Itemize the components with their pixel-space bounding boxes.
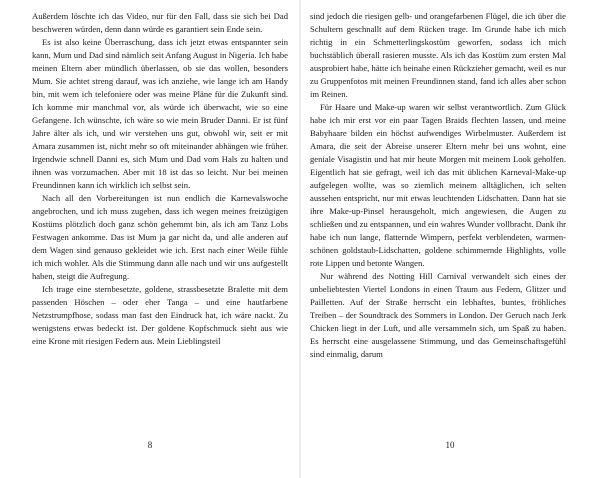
right-page: [300, 0, 600, 478]
right-paragraph-3: Nur während des Notting Hill Carnival verwandelt sich eines der unbeliebtesten Viertel Londons in einen Traum aus Federn, Glitzer und Pailletten. Auf der Straße herrscht ein lebhaftes, buntes, fröhliches Treiben – der Soundtrack des Sommers in London. Der Geruch nach Jerk Chicken liegt in der Luft, und alle versammeln sich, um Spaß zu haben. Es herrscht eine ausgelassene Stimmung, und das Gemeinschaftsgefühl sind einmalig, darum: [310, 271, 566, 359]
right-paragraph-2: Für Haare und Make-up waren wir selbst verantwortlich. Zum Glück habe ich mir erst vor ein paar Tagen Braids flechten lassen, und meine Babyhaare bilden ein höchst aufwendiges Wirbelmuster. Außerdem ist Amara, die seit der Abreise unserer Eltern mehr bei uns wohnt, eine geniale Visagistin und hat mir heute Morgen mit meinem Look geholfen. Eigentlich hat sie gefragt, weil ich das mit üblichen Karneval-Make-up aufgelegen wollte, was so ziemlich meinem alltäglichen, ich selten aussehen entspricht, nur mit etwas leuchtenden Lidschatten. Dann hat sie ihre Make-up-Pinsel herausgeholt, mich angewiesen, die Augen zu schließen und zu entspannen, und ein wahres Wunder vollbracht. Dank ihr habe ich nun lange, flatternde Wimpern, perfekt verblendeten, warmen-schönen goldstaub-Lidschatten, goldene schimmernde Highlights, volle rote Lippen und betonte Wangen.: [310, 102, 566, 268]
left-paragraph-4: Ich trage eine sternbesetzte, goldene, strassbesetzte Bralette mit dem passenden Höschen – oder eher Tanga – und eine hautfarbene Netzstrumpfhose, sodass man fast den Eindruck hat, ich wäre nackt. Zu wenigstens etwas bedeckt ist. Der goldene Kopfschmuck sieht aus wie eine Krone mit riesigen Federn aus. Mein Lieblingsteil: [32, 284, 288, 346]
left-paragraph-2: Es ist also keine Überraschung, dass ich jetzt etwas entspannter sein kann, Mum und Dad sind nämlich seit Anfang August in Nigeria. Ich habe meinen Eltern aber mündlich überlassen, ob sie das wollen, besonders Mum. Sie achtet streng darauf, was ich anziehe, wie lange ich am Handy bin, mit wem ich telefoniere oder was meine Pläne für die Zukunft sind. Ich komme mir manchmal vor, als würde ich überwacht, wie so eine Gefangene. Ich wünschte, ich wäre so wie mein Bruder Danni. Er ist fünf Jahre älter als ich, und wir verstehen uns gut, obwohl wir, seit er mit Amara zusammen ist, nicht mehr so oft miteinander abhängen wie früher. Irgendwie schnell Danni es, sich Mum und Dad vom Hals zu halten und ihnen was vorzumachen. Aber mit 18 ist das so leicht. Nur bei meinen Freundinnen kann ich wirklich ich selbst sein.: [32, 37, 288, 190]
right-page-number: 10: [445, 440, 455, 450]
left-paragraph-1: Außerdem löschte ich das Video, nur für den Fall, dass sie sich bei Dad beschweren würden, denn dann würde es garantiert sein Ende sein.: [32, 11, 288, 34]
right-page-text: [310, 10, 566, 361]
left-page-text: [32, 10, 288, 348]
right-paragraph-1: sind jedoch die riesigen gelb- und orangefarbenen Flügel, die ich über die Schultern geschnallt auf dem Rücken trage. Im Grunde habe ich mich richtig in ein Schmetterlingskostüm geworfen, sodass ich mich buchstäblich überall rasieren musste. Als ich das Kostüm zum ersten Mal ausprobiert habe, hätte ich beinahe einen Rückzieher gemacht, weil es nur zu Gruppenfotos mit meinen Freundinnen stand, fand ich alles aber schon im Reinen.: [310, 11, 566, 99]
left-page-number: 8: [147, 440, 153, 450]
left-paragraph-3: Nach all den Vorbereitungen ist nun endlich die Karnevalswoche angebrochen, und ich muss zugeben, dass ich wegen meines freizügigen Kostüms plötzlich doch ganz schön gehemmt bin, als ich am Tanz Lobs Festwagen ankomme. Das ist Mum ja gar nicht da, und alle anderen auf dem Wagen sind genauso gekleidet wie ich. Erst nach einer Weile fühle ich mich wohler. Als die Stimmung dann alle nach und wir uns aufgestellt haben, steigt die Aufregung.: [32, 193, 288, 281]
